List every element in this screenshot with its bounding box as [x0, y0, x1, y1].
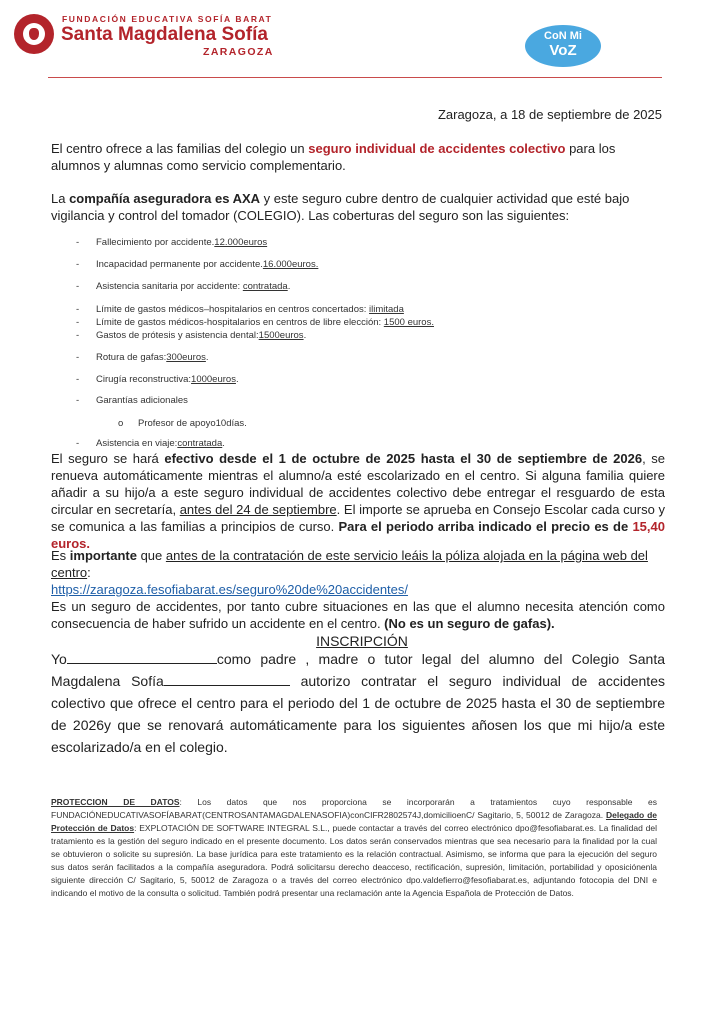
- important-underlined: antes de la contratación de este servicio leáis la póliza alojada en la página web del centro: [51, 548, 648, 580]
- effective-text: . El importe se aprueba en Consejo Escolar cada curso y se comunica a las familias a principios de curso.: [51, 502, 666, 534]
- coverage-label: Garantías adicionales: [96, 395, 188, 406]
- coverage-tail: .: [287, 281, 291, 292]
- coverage-value: 12.000euros: [214, 237, 268, 248]
- letterhead: [0, 0, 724, 80]
- logo-city: ZARAGOZA: [203, 46, 274, 58]
- important-text: que: [136, 548, 166, 563]
- inscription-form: [51, 648, 665, 758]
- important-bold: importante: [69, 548, 137, 563]
- company-text: La: [51, 191, 70, 206]
- effective-paragraph: [51, 450, 665, 552]
- coverage-label: Incapacidad permanente por accidente.: [96, 259, 263, 270]
- student-name-field[interactable]: [164, 670, 290, 686]
- coverage-tail: .: [205, 352, 209, 363]
- intro-highlight: seguro individual de accidentes colectivo: [308, 141, 566, 156]
- form-text: Yo: [51, 651, 67, 667]
- important-colon: :: [87, 565, 91, 580]
- coverage-value: ilimitada: [369, 304, 404, 315]
- price-value: 15,40 euros.: [51, 519, 665, 551]
- coverage-label: Gastos de prótesis y asistencia dental:: [96, 330, 259, 341]
- coverage-value: 16.000euros.: [262, 259, 319, 270]
- coverage-value: 1500 euros.: [383, 317, 434, 328]
- coverage-label: Cirugía reconstructiva:: [96, 374, 192, 385]
- school-logo: [14, 12, 314, 68]
- coverage-item: - Rotura de gafas:300euros.: [76, 352, 209, 363]
- coverage-value: contratada: [242, 281, 288, 292]
- effective-text: El seguro se hará: [51, 451, 165, 466]
- parent-name-field[interactable]: [67, 648, 217, 664]
- privacy-title: PROTECCION DE DATOS: [51, 797, 180, 807]
- privacy-text: : Los datos que nos proporciona se incorporarán a tratamientos cuyo responsable es FUNDACIÓNEDUCATIVASOFÍABARAT(CENTROSANTAMAGDALENASOFIA)conCIFR2802574J,domicilioenC/ Sagitario, 5, 50012 de Zaragoza.: [51, 797, 657, 820]
- intro-text: El centro ofrece a las familias del colegio un: [51, 141, 309, 156]
- coverage-item: - Asistencia en viaje:contratada.: [76, 438, 225, 449]
- coverage-item: - Incapacidad permanente por accidente.16.000euros.: [76, 259, 319, 270]
- coverage-item: - Límite de gastos médicos-hospitalarios en centros de libre elección: 1500 euros.: [76, 317, 434, 328]
- coverage-label: Asistencia sanitaria por accidente:: [96, 281, 243, 292]
- header-divider: [48, 77, 662, 78]
- coverage-label: Fallecimiento por accidente.: [96, 237, 215, 248]
- coverage-value: 1500euros: [258, 330, 304, 341]
- coverage-item: - Fallecimiento por accidente.12.000euros: [76, 237, 268, 248]
- coverage-label: Límite de gastos médicos–hospitalarios en centros concertados:: [96, 304, 370, 315]
- coverage-item: - Gastos de prótesis y asistencia dental:1500euros.: [76, 330, 307, 341]
- coverage-label: Asistencia en viaje:: [96, 438, 178, 449]
- school-emblem-icon: [14, 14, 54, 54]
- effective-period: efectivo desde el 1 de octubre de 2025 hasta el 30 de septiembre de 2026: [164, 451, 643, 466]
- policy-link[interactable]: https://zaragoza.fesofiabarat.es/seguro%20de%20accidentes/: [51, 582, 409, 597]
- company-paragraph: [51, 190, 665, 224]
- letter-date: Zaragoza, a 18 de septiembre de 2025: [437, 107, 662, 122]
- logo-school-name: Santa Magdalena Sofía: [61, 24, 268, 45]
- coverage-item: - Límite de gastos médicos–hospitalarios en centros concertados: ilimitada: [76, 304, 404, 315]
- badge-line2: VoZ: [549, 42, 577, 59]
- accident-bold: (No es un seguro de gafas).: [384, 616, 555, 631]
- coverage-value: contratada: [177, 438, 223, 449]
- important-text: Es: [51, 548, 70, 563]
- coverage-label: Rotura de gafas:: [96, 352, 167, 363]
- coverage-label: Límite de gastos médicos-hospitalarios en centros de libre elección:: [96, 317, 384, 328]
- important-paragraph: [51, 547, 665, 598]
- accident-paragraph: [51, 598, 665, 632]
- company-highlight: compañía aseguradora es AXA: [69, 191, 261, 206]
- company-text-end: y este seguro cubre dentro de cualquier actividad que esté bajo vigilancia y control del tomador (COLEGIO). Las coberturas del seguro son las siguientes:: [51, 191, 630, 223]
- coverage-tail: .: [235, 374, 239, 385]
- form-text: autorizo contratar el seguro individual de accidentes colectivo que ofrece el centro para el periodo del 1 de octubre de 2025 hasta el 30 de septiembre de 2026y que se renovará automáticamente para los siguientes añosen los que mi hijo/a este escolarizado/a en el colegio.: [51, 673, 665, 755]
- intro-text-end: para los alumnos y alumnas como servicio complementario.: [51, 141, 616, 173]
- coverage-tail: .: [222, 438, 225, 449]
- form-text: como padre , madre o tutor legal del alumno del Colegio Santa Magdalena Sofía: [51, 651, 665, 689]
- coverage-tail: .: [303, 330, 307, 341]
- coverage-item: - Garantías adicionales: [76, 395, 188, 406]
- intro-paragraph: [51, 140, 665, 174]
- coverage-value: 300euros: [166, 352, 206, 363]
- badge-line1: CoN Mi: [544, 30, 582, 42]
- coverage-value: 1000euros: [191, 374, 236, 385]
- additional-guarantee-item: o Profesor de apoyo10días.: [118, 418, 247, 429]
- accident-text: Es un seguro de accidentes, por tanto cubre situaciones en las que el alumno necesita atención como consecuencia de haber sufrido un accidente en el centro.: [51, 599, 665, 631]
- coverage-item: - Cirugía reconstructiva:1000euros.: [76, 374, 239, 385]
- price-label: Para el periodo arriba indicado el precio es de: [338, 519, 633, 534]
- inscription-title: INSCRIPCIÓN: [316, 633, 408, 649]
- privacy-text: : EXPLOTACIÓN DE SOFTWARE INTEGRAL S.L., puede contactar a través del correo electrónico dpo@fesofiabarat.es. La finalidad del tratamiento es la gestión del seguro indicado en el presente documento. Los datos serán conservados mientras que sea necesario para la finalidad por la cual se obtuvieron o solicite su supresión. La base jurídica para este tratamiento es la relación contractual. Asimismo, se informa que para la ejecución del seguro sus datos serán facilitados a la compañía aseguradora. Podrá solicitarsu derecho deacceso, rectificación, supresión, limitación, portabilidad y oposiciónenla siguiente dirección C/ Sagitario, 5, 50012 de Zaragoza o a través del correo electrónico dpo.valdefierro@fesofiabarat.es, adjuntando fotocopia del DNI e indicando el motivo de la consulta o solicitud. También podrá presentar una reclamación ante la Agencia Española de Protección de Datos.: [51, 823, 657, 898]
- coverage-item: - Asistencia sanitaria por accidente: contratada.: [76, 281, 291, 292]
- additional-guarantee-text: Profesor de apoyo10días.: [138, 418, 247, 429]
- effective-text: , se renueva automáticamente mientras el alumno/a esté escolarizado en el centro. Si alguna familia quiere añadir a su hijo/a a este seguro individual de accidentes colectivo debe entregar el resguardo de esta circular en secretaría,: [51, 451, 665, 517]
- dpo-label: Delegado de Protección de Datos: [51, 810, 657, 833]
- deadline: antes del 24 de septiembre: [179, 502, 337, 517]
- logo-foundation-text: FUNDACIÓN EDUCATIVA SOFÍA BARAT: [62, 14, 273, 24]
- con-mi-voz-badge: [525, 25, 601, 67]
- data-protection-notice: [51, 796, 657, 900]
